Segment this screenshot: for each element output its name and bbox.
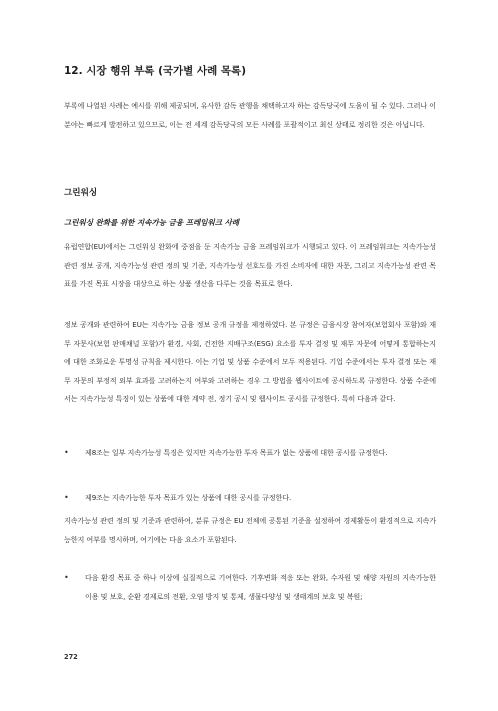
paragraph-disclosure: 정보 공개와 관련하여 EU는 지속가능 금융 정보 공개 규정을 제정하였다. 본 규정은 금융시장 참여자(보험회사 포함)와 재무 자문사(보험 판매채널 포함)가 환경, 사회, 건전한 지배구조(ESG) 요소를 투자 결정 및 재무 자문에 어떻게 통합하는지에 대한 조화로운 투명성 규칙을 제시한다. 이는 기업 및 상품 수준에서 모두 적용된다. 기업 수준에서는 투자 결정 또는 재무 자문의 부정적 외부 효과를 고려하는지 여부와 고려하는 경우 그 방법을 웹사이트에 공시하도록 규정한다. 상품 수준에서는 지속가능성 특징이 있는 상품에 대한 계약 전, 정기 공시 및 웹사이트 공시를 규정한다. 특히 다음과 같다. [64,320,436,404]
intro-paragraph: 부록에 나열된 사례는 예시를 위해 제공되며, 유사한 감독 관행을 채택하고자 하는 감독당국에 도움이 될 수 있다. 그러나 이 분야는 빠르게 발전하고 있으므로, 이는 전 세계 감독당국의 모든 사례를 포괄적이고 최신 상태로 정리한 것은 아닙니다. [64,101,436,129]
page-title: 12. 시장 행위 부록 (국가별 사례 목록) [64,65,246,77]
list-item [64,569,436,606]
list-item [64,444,436,463]
list-item-text: 제8조는 일부 지속가능성 특징은 있지만 지속가능한 투자 목표가 없는 상품에 대한 공시를 규정한다. [85,448,388,457]
section-title: 그린워싱 [64,188,98,198]
subsection-title: 그린워싱 완화를 위한 지속가능 금융 프레임워크 사례 [64,218,240,227]
list-item-text: 다음 환경 목표 중 하나 이상에 실질적으로 기여한다. 기후변화 적응 또는 완화, 수자원 및 해양 자원의 지속가능한 이용 및 보호, 순환 경제로의 전환, 오염 방지 및 통제, 생물다양성 및 생태계의 보호 및 복원; [85,573,436,601]
bullet-icon: • [64,573,69,582]
page-number: 272 [64,653,78,661]
paragraph-framework: 유럽연합(EU)에서는 그린워싱 완화에 중점을 둔 지속가능 금융 프레임워크가 시행되고 있다. 이 프레임워크는 지속가능성 관련 정보 공개, 지속가능성 관련 정의 및 기준, 지속가능성 선호도를 가진 소비자에 대한 자문, 그리고 지속가능성 관련 목표를 가진 목표 시장을 대상으로 하는 상품 생산을 다루는 것을 목표로 한다. [64,242,436,289]
list-item [64,489,436,508]
bullet-icon: • [64,493,69,502]
bullet-icon: • [64,448,69,457]
list-item-text: 제9조는 지속가능한 투자 목표가 있는 상품에 대한 공시를 규정한다. [85,493,292,502]
paragraph-taxonomy: 지속가능성 관련 정의 및 기준과 관련하여, 분류 규정은 EU 전체에 공통된 기준을 설정하여 경제활동이 환경적으로 지속가능한지 여부를 명시하며, 여기에는 다음 요소가 포함된다. [64,516,436,544]
